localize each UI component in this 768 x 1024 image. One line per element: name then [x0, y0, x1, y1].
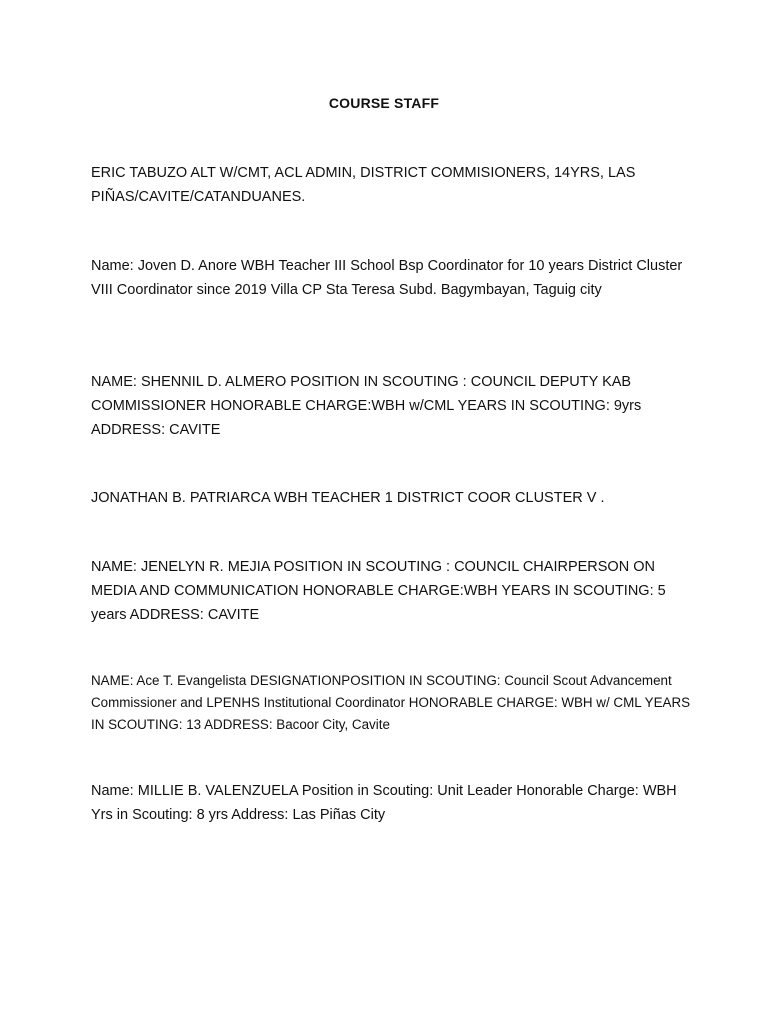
staff-entry-shennil-almero: NAME: SHENNIL D. ALMERO POSITION IN SCOUTING : COUNCIL DEPUTY KAB COMMISSIONER HONORABLE CHARGE:WBH w/CML YEARS IN SCOUTING: 9yrs ADDRESS: CAVITE: [91, 374, 642, 438]
page-title: COURSE STAFF: [328, 95, 440, 111]
staff-entry-eric-tabuzo: ERIC TABUZO ALT W/CMT, ACL ADMIN, DISTRICT COMMISIONERS, 14YRS, LAS PIÑAS/CAVITE/CATANDUANES.: [91, 165, 636, 205]
staff-entry-jenelyn-mejia: NAME: JENELYN R. MEJIA POSITION IN SCOUTING : COUNCIL CHAIRPERSON ON MEDIA AND COMMUNICATION HONORABLE CHARGE:WBH YEARS IN SCOUTING: 5 years ADDRESS: CAVITE: [91, 559, 666, 623]
staff-entry-jonathan-patriarca: JONATHAN B. PATRIARCA WBH TEACHER 1 DISTRICT COOR CLUSTER V .: [91, 490, 605, 506]
staff-entry-joven-anore: Name: Joven D. Anore WBH Teacher III School Bsp Coordinator for 10 years District Cluster VIII Coordinator since 2019 Villa CP Sta Teresa Subd. Bagymbayan, Taguig city: [91, 258, 683, 298]
staff-entry-ace-evangelista: NAME: Ace T. Evangelista DESIGNATIONPOSITION IN SCOUTING: Council Scout Advancement Commissioner and LPENHS Institutional Coordinator HONORABLE CHARGE: WBH w/ CML YEARS IN SCOUTING: 13 ADDRESS: Bacoor City, Cavite: [91, 673, 691, 732]
staff-entry-millie-valenzuela: Name: MILLIE B. VALENZUELA Position in Scouting: Unit Leader Honorable Charge: WBH Yrs in Scouting: 8 yrs Address: Las Piñas City: [91, 783, 677, 823]
